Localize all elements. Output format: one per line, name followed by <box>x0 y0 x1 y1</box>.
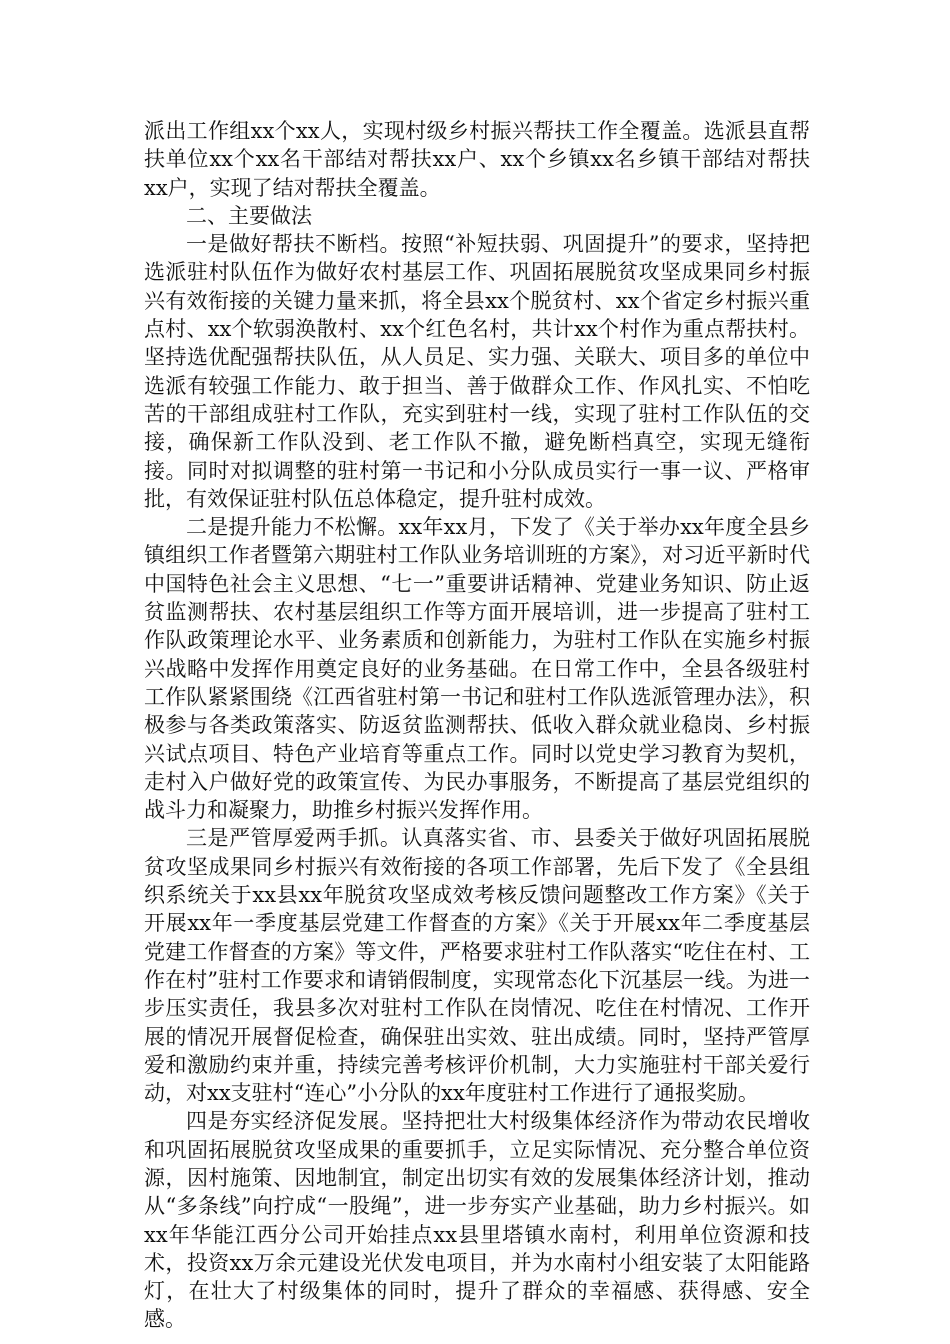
paragraph-4: 四是夯实经济促发展。坚持把壮大村级集体经济作为带动农民增收和巩固拓展脱贫攻坚成果的重要抓手，立足实际情况、充分整合单位资源，因村施策、因地制宜，制定出切实有效的发展集体经济计划，推动从“多条线”向拧成“一股绳”，进一步夯实产业基础，助力乡村振兴。如xx年华能江西分公司开始挂点xx县里塔镇水南村，利用单位资源和技术，投资xx万余元建设光伏发电项目，并为水南村小组安装了太阳能路灯，在壮大了村级集体的同时，提升了群众的幸福感、获得感、安全感。 <box>144 1109 810 1332</box>
intro-paragraph: 派出工作组xx个xx人，实现村级乡村振兴帮扶工作全覆盖。选派县直帮扶单位xx个xx名干部结对帮扶xx户、xx个乡镇xx名乡镇干部结对帮扶xx户，实现了结对帮扶全覆盖。 <box>144 119 810 200</box>
paragraph-1: 一是做好帮扶不断档。按照“补短扶弱、巩固提升”的要求，坚持把选派驻村队伍作为做好农村基层工作、巩固拓展脱贫攻坚成果同乡村振兴有效衔接的关键力量来抓，将全县xx个脱贫村、xx个省定乡村振兴重点村、xx个软弱涣散村、xx个红色名村，共计xx个村作为重点帮扶村。坚持选优配强帮扶队伍，从人员足、实力强、关联大、项目多的单位中选派有较强工作能力、敢于担当、善于做群众工作、作风扎实、不怕吃苦的干部组成驻村工作队，充实到驻村一线，实现了驻村工作队伍的交接，确保新工作队没到、老工作队不撤，避免断档真空，实现无缝衔接。同时对拟调整的驻村第一书记和小分队成员实行一事一议、严格审批，有效保证驻村队伍总体稳定，提升驻村成效。 <box>144 232 810 511</box>
paragraph-3: 三是严管厚爱两手抓。认真落实省、市、县委关于做好巩固拓展脱贫攻坚成果同乡村振兴有效衔接的各项工作部署，先后下发了《全县组织系统关于xx县xx年脱贫攻坚成效考核反馈问题整改工作方案》《关于开展xx年一季度基层党建工作督查的方案》《关于开展xx年二季度基层党建工作督查的方案》等文件，严格要求驻村工作队落实“吃住在村、工作在村”驻村工作要求和请销假制度，实现常态化下沉基层一线。为进一步压实责任，我县多次对驻村工作队在岗情况、吃住在村情况、工作开展的情况开展督促检查，确保驻出实效、驻出成绩。同时，坚持严管厚爱和激励约束并重，持续完善考核评价机制，大力实施驻村干部关爱行动，对xx支驻村“连心”小分队的xx年度驻村工作进行了通报奖励。 <box>144 826 810 1106</box>
document-page <box>144 117 810 1334</box>
paragraph-2: 二是提升能力不松懈。xx年xx月，下发了《关于举办xx年度全县乡镇组织工作者暨第六期驻村工作队业务培训班的方案》，对习近平新时代中国特色社会主义思想、“七一”重要讲话精神、党建业务知识、防止返贫监测帮扶、农村基层组织工作等方面开展培训，进一步提高了驻村工作队政策理论水平、业务素质和创新能力，为驻村工作队在实施乡村振兴战略中发挥作用奠定良好的业务基础。在日常工作中，全县各级驻村工作队紧紧围绕《江西省驻村第一书记和驻村工作队选派管理办法》，积极参与各类政策落实、防返贫监测帮扶、低收入群众就业稳岗、乡村振兴试点项目、特色产业培育等重点工作。同时以党史学习教育为契机，走村入户做好党的政策宣传、为民办事服务，不断提高了基层党组织的战斗力和凝聚力，助推乡村振兴发挥作用。 <box>144 515 810 823</box>
section-heading: 二、主要做法 <box>186 203 312 228</box>
